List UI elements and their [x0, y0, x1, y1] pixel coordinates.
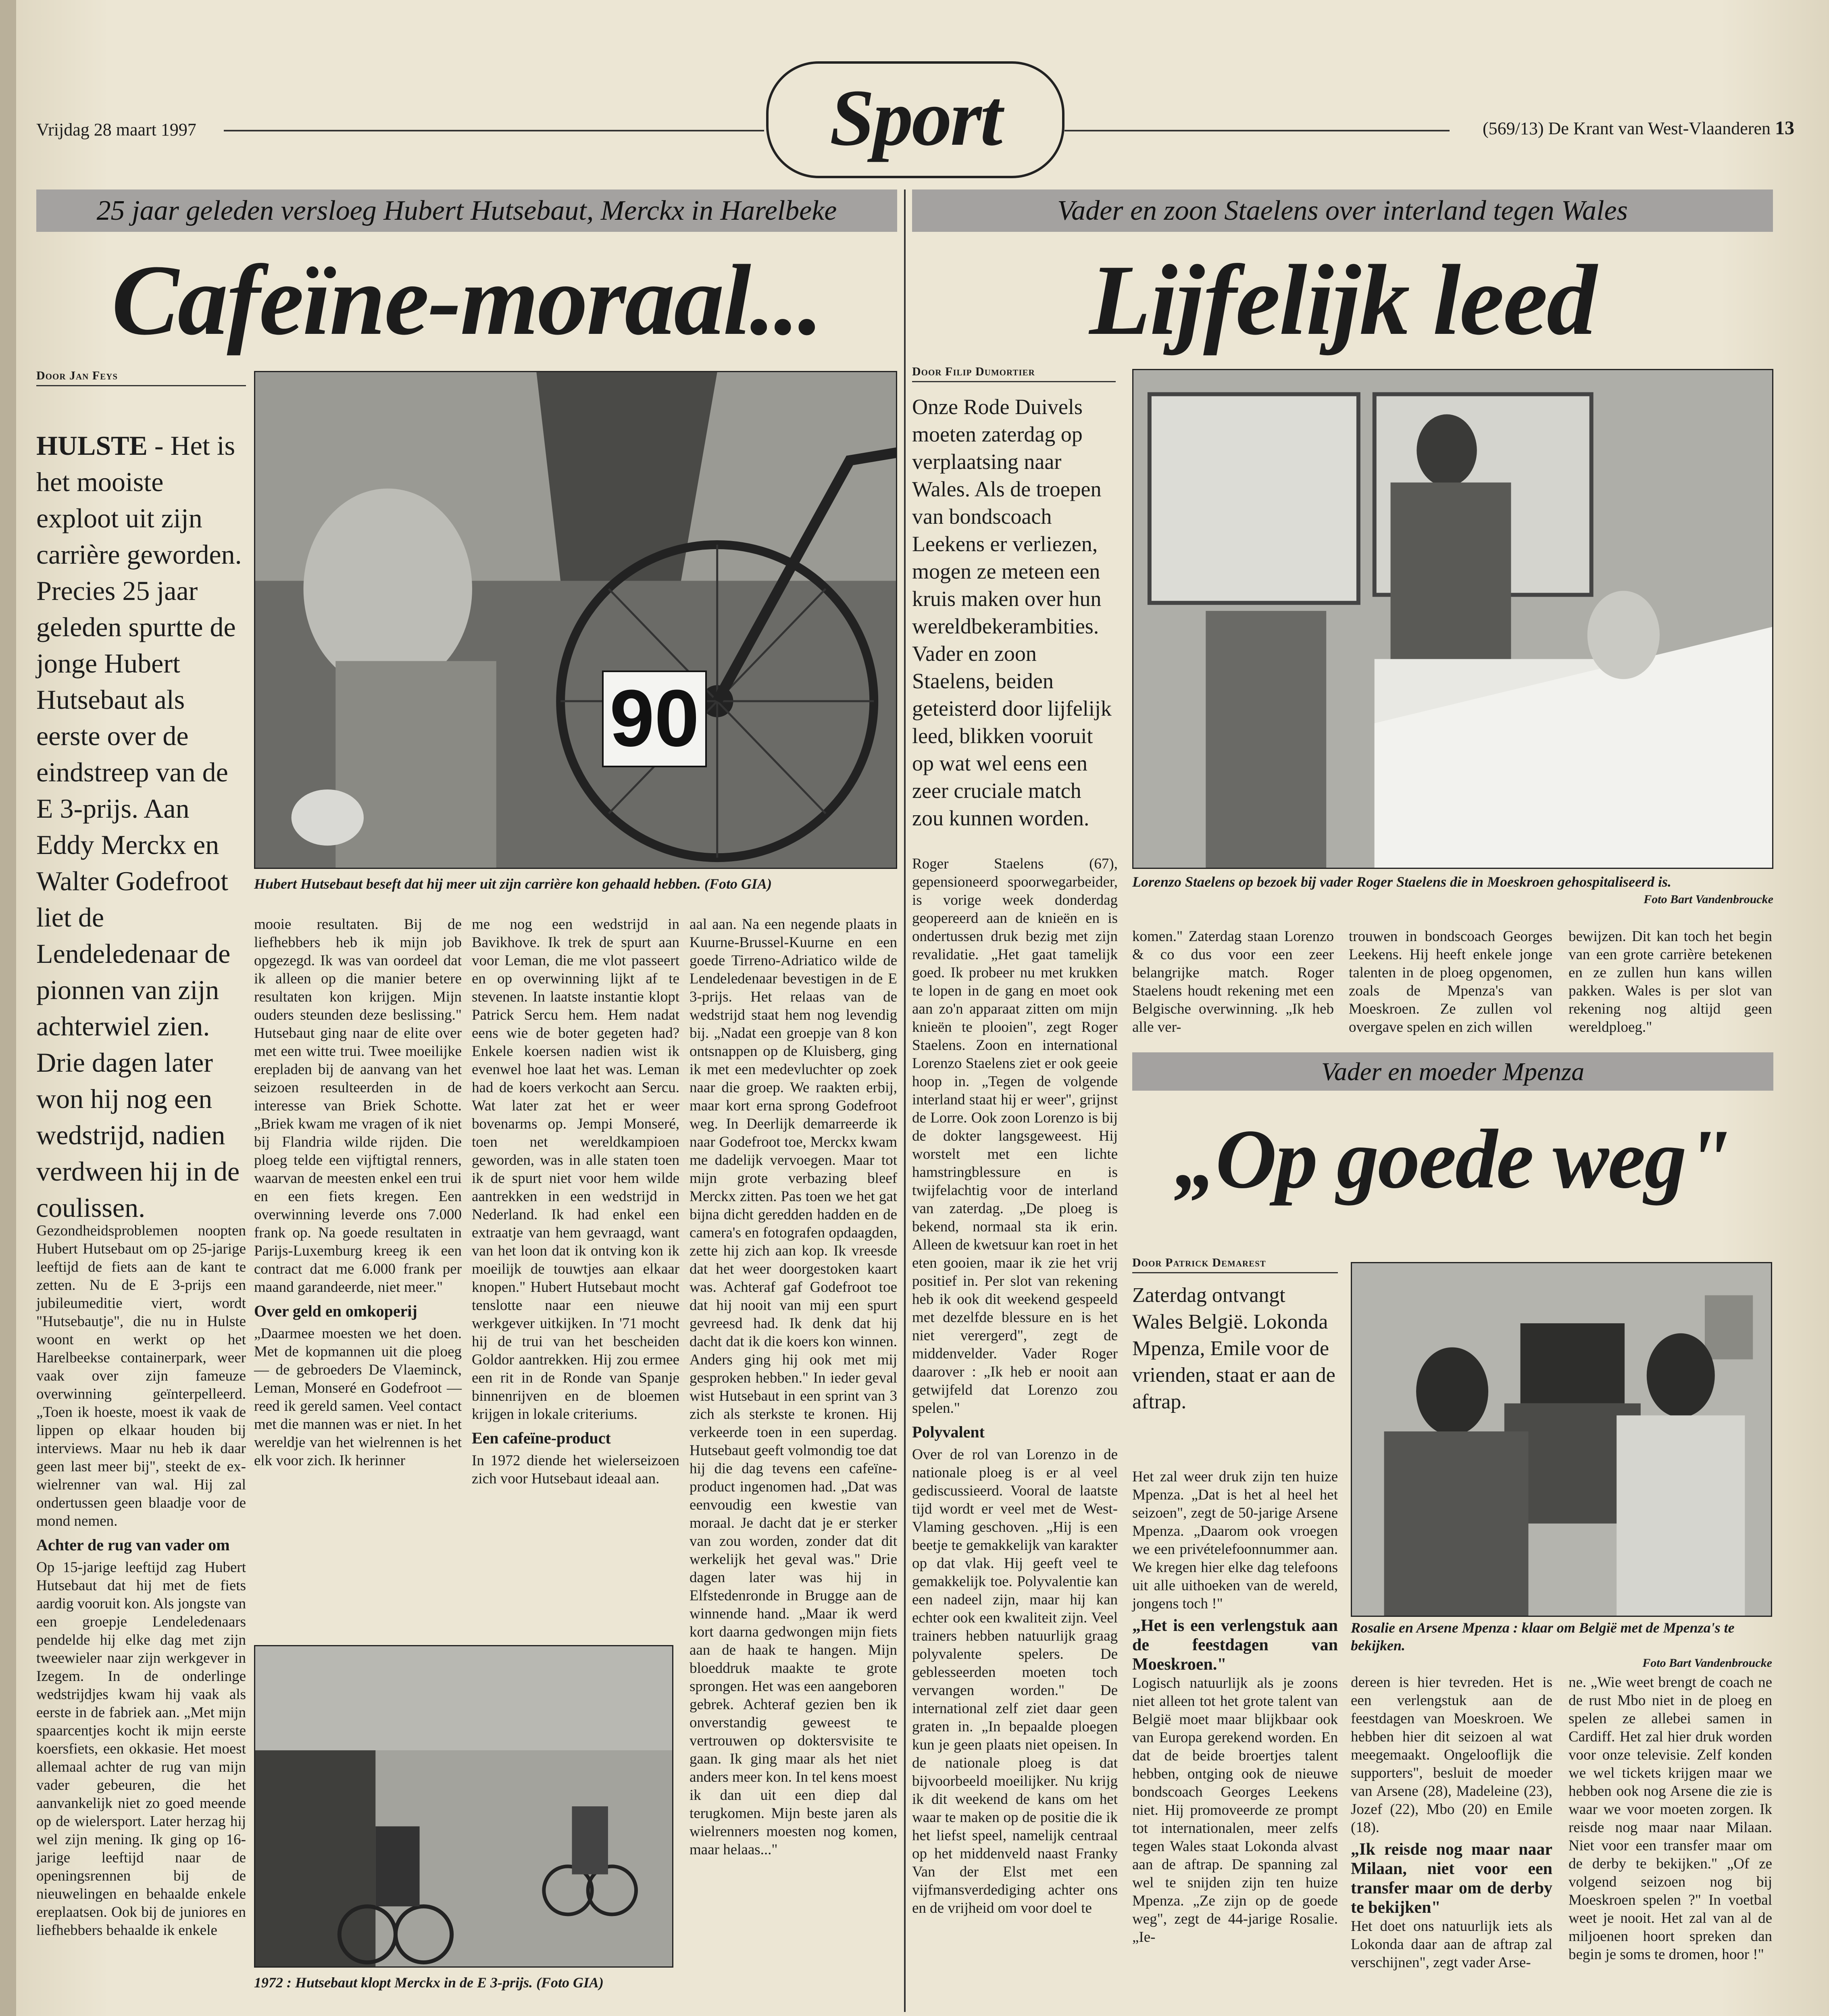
left-subhead-1: Achter de rug van vader om: [36, 1536, 230, 1554]
left-col2-paragraph-2: „Daarmee moesten we het doen. Met de kopmannen uit die ploeg — de gebroeders De Vlaeminck, Leman, Monseré en Godefroot — reed ik gereld samen. Veel contact met die mannen was er niet. In het wereldje van het wielrennen is het elk voor zich. Ik herinner: [254, 1325, 462, 1469]
mpenza-col1-paragraph-2: Logisch natuurlijk als je zoons niet alleen tot het grote talent van België moet maar blijkbaar ook van Europa gerekend worden. En dat de beide broertjes talent hebben, ontging ook de nieuwe bondscoach Georges Leekens niet. Hij promoveerde ze prompt tot internationalen, meer zelfs tegen Wales staat Lokonda alvast aan de aftrap. De spanning zal wel te snijden zijn ten huize Mpenza. „Ze zijn op de goede weg", zegt de 44-jarige Rosalie. „Ie-: [1132, 1675, 1338, 1945]
staelens-hospital-photo-art: [1133, 370, 1772, 868]
left-col3-paragraph-1: me nog een wedstrijd in Bavikhove. Ik trek de spurt aan voor Leman, die me vlot passeert en op overwinning lijkt af te stevenen. In laatste instantie klopt Patrick Sercu hem. Hem nadat eens wie de boter gegeten had? Enkele koersen nadien wist ik evenwel hoe laat het was. Leman had de koers verkocht aan Sercu. Wat later zat het er weer bovenarms op. Jempi Monseré, toen net wereldkampioen geworden, was in alle staten toen ik de spurt niet voor hem wilde aantrekken in een wedstrijd in Nederland. Ik had enkel een extraatje van hem gevraagd, want van het loon dat ik ontving kon ik moeilijk de touwtjes aan elkaar knopen." Hubert Hutsebaut mocht tenslotte naar een nieuwe werkgever uitkijken. In '71 mocht hij de trui van het bescheiden Goldor aantrekken. Hij zou ermee een rit in de Ronde van Spanje binnenrijven en de bloemen krijgen in lokale criteriums.: [472, 916, 679, 1422]
race-number-plate: 90: [602, 671, 707, 767]
mpenza-kicker: Vader en moeder Mpenza: [1132, 1052, 1773, 1091]
right-column-4: [1569, 927, 1772, 1039]
staelens-hospital-photo: [1132, 369, 1773, 869]
issue-date: Vrijdag 28 maart 1997: [36, 120, 196, 140]
left-col3-paragraph-2: In 1972 diende het wielerseizoen zich voor Hutsebaut ideaal aan.: [472, 1452, 679, 1487]
edition-name: (569/13) De Krant van West-Vlaanderen: [1482, 119, 1771, 138]
left-column-3: [472, 915, 679, 1491]
left-lead: [36, 427, 246, 1226]
mpenza-column-3: [1569, 1673, 1772, 1967]
left-column-4: [690, 915, 897, 1862]
right-col2-paragraph-1: komen." Zaterdag staan Lorenzo & co dus voor een zeer belangrijke match. Roger Staelens houdt rekening met een Belgische overwinning. „Ik heb alle ver-: [1132, 928, 1334, 1035]
mpenza-col1-paragraph-1: Het zal weer druk zijn ten huize Mpenza. „Dat is het al heel het seizoen", zegt de 50-jarige Arsene Mpenza. „Daarom ook vroegen we een privételefoonnummer aan. We kregen hier elke dag telefoons uit alle uithoeken van de wereld, jongens toch !": [1132, 1468, 1338, 1612]
staelens-photo-credit: Foto Bart Vandenbroucke: [1644, 893, 1773, 906]
left-subhead-3: Een cafeïne-product: [472, 1429, 611, 1447]
left-col1-paragraph-1: Gezondheidsproblemen noopten Hubert Hutsebaut om op 25-jarige leeftijd de fiets aan de kant te zetten. Nu de E 3-prijs een jubileumeditie viert, wordt "Hutsebautje", die nu in Hulste woont en werkt op het Harelbeekse containerpark, weer vaak over zijn fameuze overwinning geïnterpelleerd. „Toen ik hoeste, moest ik vaak de lippen op elkaar houden bij interviews. Maar nu heb ik daar geen last meer bij", steekt de ex-wielrenner van wal. Hij zal ondertussen geen blaadje voor de mond nemen.: [36, 1223, 246, 1529]
mpenza-col2-paragraph-2: Het doet ons natuurlijk iets als Lokonda daar aan de aftrap zal verschijnen", zegt vader Arse-: [1351, 1918, 1552, 1971]
left-lead-text: - Het is het mooiste exploot uit zijn carrière geworden. Precies 25 jaar geleden spurtte de jonge Hubert Hutsebaut als eerste over de eindstreep van de E 3-prijs. Aan Eddy Merckx en Walter Godefroot liet de Lendeledenaar de pionnen van zijn achterwiel zien. Drie dagen later won hij nog een wedstrijd, nadien verdween hij in de coulissen.: [36, 430, 242, 1223]
left-byline: Door Jan Feys: [36, 369, 246, 386]
mpenza-photo-credit: Foto Bart Vandenbroucke: [1642, 1656, 1772, 1670]
right-col1-paragraph-2: Over de rol van Lorenzo in de nationale ploeg is er al veel gediscussieerd. Vooral de laatste tijd wordt er veel met de West-Vlaming geschoven. „Hij is een beetje te gemakkelijk van karakter op dat vlak. Hij geeft veel te gemakkelijk toe. Polyvalentie kan een nadeel zijn, maar hij kan echter ook een kwaliteit zijn. Veel trainers hebben natuurlijk graag polyvalente spelers. De geblesseerden moeten toch vervangen worden." De international zelf ziet daar geen graten in. „In bepaalde ploegen kun je geen plaats niet opeisen. In de nationale ploeg is dat bijvoorbeeld moeilijker. Nu krijg ik dit weekend de kans om het waar te maken op de positie die ik het liefst speel, namelijk centraal op het middenveld naast Franky Van der Elst met een vijfmansverdediging achter ons en de vrijheid om voor doel te: [912, 1446, 1118, 1916]
left-lead-place: HULSTE: [36, 430, 148, 461]
right-col3-paragraph-1: trouwen in bondscoach Georges Leekens. Hij heeft enkele jonge talenten in de ploeg opgenomen, zoals de Mpenza's van Moeskroen. Ze zullen vol overgave spelen en zich willen: [1349, 928, 1552, 1035]
mpenza-col2-paragraph-1: dereen is hier tevreden. Het is een verlengstuk aan de feestdagen van Moeskroen. We hebben hier dit seizoen al wat meegemaakt. Ongelooflijk die supporters", besluit de moeder van Arsene (28), Madeleine (23), Jozef (22), Mbo (20) en Emile (18).: [1351, 1674, 1552, 1836]
mpenza-subhead-2: „Ik reisde nog maar naar Milaan, niet voor een transfer maar om de derby te bekijken": [1351, 1840, 1552, 1917]
hutsebaut-photo: [254, 371, 897, 869]
staelens-caption-text: Lorenzo Staelens op bezoek bij vader Roger Staelens die in Moeskroen gehospitaliseerd is.: [1132, 874, 1671, 890]
left-column-1: [36, 1222, 246, 1943]
edition-info: [1452, 117, 1794, 139]
mpenza-byline: Door Patrick Demarest: [1132, 1256, 1338, 1273]
right-kicker: Vader en zoon Staelens over interland tegen Wales: [912, 190, 1773, 232]
mpenza-headline: „Op goede weg": [1174, 1112, 1731, 1206]
mpenza-photo-caption: [1351, 1619, 1772, 1672]
right-lead: Onze Rode Duivels moeten zaterdag op verplaatsing naar Wales. Als de troepen van bondscoach Leekens er verliezen, mogen ze meteen een kruis maken over hun wereldbekerambities. Vader en zoon Staelens, beiden geteisterd door lijfelijk leed, blikken vooruit op wat wel eens een zeer cruciale match zou kunnen worden.: [912, 395, 1112, 830]
race-1972-photo-art: [255, 1646, 672, 1966]
section-title: Sport: [766, 61, 1064, 178]
left-col2-paragraph-1: mooie resultaten. Bij de liefhebbers heb ik mijn job opgezegd. Ik was van oordeel dat ik alleen op die manier betere resultaten kon krijgen. Mijn ouders steunden deze beslissing." Hutsebaut ging naar de elite over met een witte trui. Twee moeilijke erepladen bij de aanvang van het seizoen resulteerden in de interesse van Briek Schotte. „Briek kwam me vragen of ik niet bij Flandria wilde rijden. Die ploeg telde een vijftigtal renners, waarvan de meesten enkel een trui en een fiets kregen. Een overwinning leverde ons 7.000 frank op. Na goede resultaten in Parijs-Luxemburg kreeg ik een contract dat me 6.000 frank per maand garandeerde, niet meer.": [254, 916, 462, 1295]
race-1972-photo: [254, 1645, 673, 1968]
mpenza-subhead-1: „Het is een verlengstuk aan de feestdagen van Moeskroen.": [1132, 1616, 1338, 1674]
masthead-rule-left: [224, 130, 764, 131]
right-byline: Door Filip Dumortier: [912, 365, 1116, 382]
masthead-rule-right: [1064, 130, 1450, 131]
left-headline: Cafeïne-moraal...: [111, 244, 822, 356]
staelens-photo-caption: [1132, 873, 1773, 908]
left-kicker: 25 jaar geleden versloeg Hubert Hutsebaut, Merckx in Harelbeke: [36, 190, 897, 232]
left-col4-paragraph-1: aal aan. Na een negende plaats in Kuurne-Brussel-Kuurne en een goede Tirreno-Adriatico wilde de Lendeledenaar bevestigen in de E 3-prijs. Het relaas van de wedstrijd staat hem nog levendig bij. „Nadat een groepje van 8 kon ontsnappen op de Kluisberg, ging ik met een medevluchter op zoek naar die groep. We raakten erbij, maar kort erna sprong Godefroot weg. In Deerlijk demarreerde ik naar Godefroot toe, Merckx kwam me dadelijk vervoegen. Maar tot mijn grote verbazing bleef Merckx zitten. Pas toen we het gat bijna dicht geredden hadden en de camera's en fotografen opdaagden, zette hij zich aan kop. Ik vreesde dat het weer doorgestoken kaart was. Achteraf gaf Godefroot toe dat hij nooit van mij een spurt gevreesd had. Ik denk dat hij dacht dat ik die koers kon winnen. Anders ging hij ook met mij gesproken hebben." In ieder geval wist Hutsebaut in een sprint van 3 zich als sterkste te kronen. Hij verkeerde toen in een superdag. Hutsebaut geeft volmondig toe dat hij die dag tevens een cafeïne-product ingenomen had. „Dat was eenvoudig een kwestie van moraal. Je dacht dat je er sterker van zou worden, zonder dat dit werkelijk het geval was." Drie dagen later was hij in Elfstedenronde in Brugge aan de winnende hand. „Maar ik werd kort daarna gedwongen mijn fiets aan de haak te hangen. Mijn bloeddruk maakte te grote sprongen. Het was een aangeboren gebrek. Achteraf gezien ben ik onverstandig geweest te vertrouwen op doktersvisite te gaan. Ik ging maar als het niet anders meer kon. In tel kens moest ik dan uit een diep dal terugkomen. Mijn beste jaren als wielrenners moesten nog komen, maar helaas...": [690, 916, 897, 1858]
hutsebaut-photo-caption: Hubert Hutsebaut beseft dat hij meer uit zijn carrière kon gehaald hebben. (Foto GIA): [254, 876, 772, 892]
right-col1-paragraph-1: Roger Staelens (67), gepensioneerd spoorwegarbeider, is vorige week donderdag geopereerd aan de knieën en is ondertussen druk bezig met zijn revalidatie. „Het gaat tamelijk goed. Ik probeer nu met krukken te lopen in de gang en moet ook aan zo'n apparaat zitten om mijn knieën te plooien", zegt Roger Staelens. Zoon en international Lorenzo Staelens ziet er ook geeie hoop in. „Tegen de volgende interland staat hij er weer", grijnst de Lorre. Ook zoon Lorenzo is bij de dokter langsgeweest. Hij worstelt met een lichte hamstringblessure en is twijfelachtig voor de interland van zaterdag. „De ploeg is bekend, normaal sta ik erin. Alleen de kwetsuur kan roet in het eten gooien, maar ik zie het vrij positief in. Per slot van rekening heb ik ook dit weekend gespeeld met dezelfde blessure en is het niet verergerd", zegt de middenvelder. Vader Roger daarover : „Ik heb er nooit aan getwijfeld dat Lorenzo zou spelen.": [912, 856, 1118, 1416]
right-column-1: [912, 855, 1118, 1920]
page-edge: [0, 0, 16, 2016]
race-1972-caption: 1972 : Hutsebaut klopt Merckx in de E 3-prijs. (Foto GIA): [254, 1974, 604, 1991]
mpenza-column-1: [1132, 1468, 1338, 1949]
mpenza-parents-photo: [1351, 1262, 1772, 1617]
right-column-2: [1132, 927, 1334, 1039]
right-column-3: [1349, 927, 1552, 1039]
right-col4-paragraph-1: bewijzen. Dit kan toch het begin van een grote carrière betekenen en ze zullen hun kans willen pakken. Wales is per slot van rekening nog altijd geen wereldploeg.": [1569, 928, 1772, 1035]
mpenza-lead: Zaterdag ontvangt Wales België. Lokonda Mpenza, Emile voor de vrienden, staat er aan de aftrap.: [1132, 1284, 1335, 1413]
page-number: 13: [1775, 117, 1794, 139]
left-column-2: [254, 915, 462, 1473]
mpenza-parents-photo-art: [1352, 1263, 1771, 1616]
mpenza-column-2: [1351, 1673, 1552, 1975]
mpenza-col3-paragraph-1: ne. „Wie weet brengt de coach ne de rust Mbo niet in de ploeg en spelen ze allebei samen in Cardiff. Het zal hier druk worden voor onze televisie. Zelf konden we wel tickets krijgen maar we hebben ook nog Arsene die zie is waar we voor moeten zorgen. Ik reisde nog maar naar Milaan. Niet voor een transfer maar om de derby te bekijken." „Of ze volgend seizoen nog bij Moeskroen spelen ?" In voetbal weet je nooit. Het zal van al de miljoenen hoort spreken dan begin je soms te dromen, hoor !": [1569, 1674, 1772, 1963]
right-subhead-1: Polyvalent: [912, 1423, 985, 1441]
left-subhead-2: Over geld en omkoperij: [254, 1302, 417, 1320]
column-divider: [904, 190, 906, 2012]
left-col1-paragraph-2: Op 15-jarige leeftijd zag Hubert Hutsebaut dat hij met de fiets aardig vooruit kon. Als jongste van een groepje Lendeledenaars pendelde hij elke dag met zijn tweewieler naar zijn werkgever in Izegem. In de onderlinge wedstrijdjes kwam hij vaak als eerste in de fabriek aan. „Met mijn spaarcentjes kocht ik mijn eerste koersfiets, een okkasie. Het moest allemaal achter de rug van mijn vader gebeuren, die het aanvankelijk niet zo goed meende op de wielersport. Later herzag hij wel zijn mening. Ik ging op 16-jarige leeftijd naar de openingsrennen bij de nieuwelingen en behaalde enkele ereplaatsen. Ook bij de juniores en liefhebbers behaalde ik enkele: [36, 1559, 246, 1939]
hutsebaut-photo-art: [255, 372, 896, 868]
mpenza-caption-text: Rosalie en Arsene Mpenza : klaar om België met de Mpenza's te bekijken.: [1351, 1620, 1735, 1654]
right-headline: Lijfelijk leed: [1089, 244, 1596, 356]
